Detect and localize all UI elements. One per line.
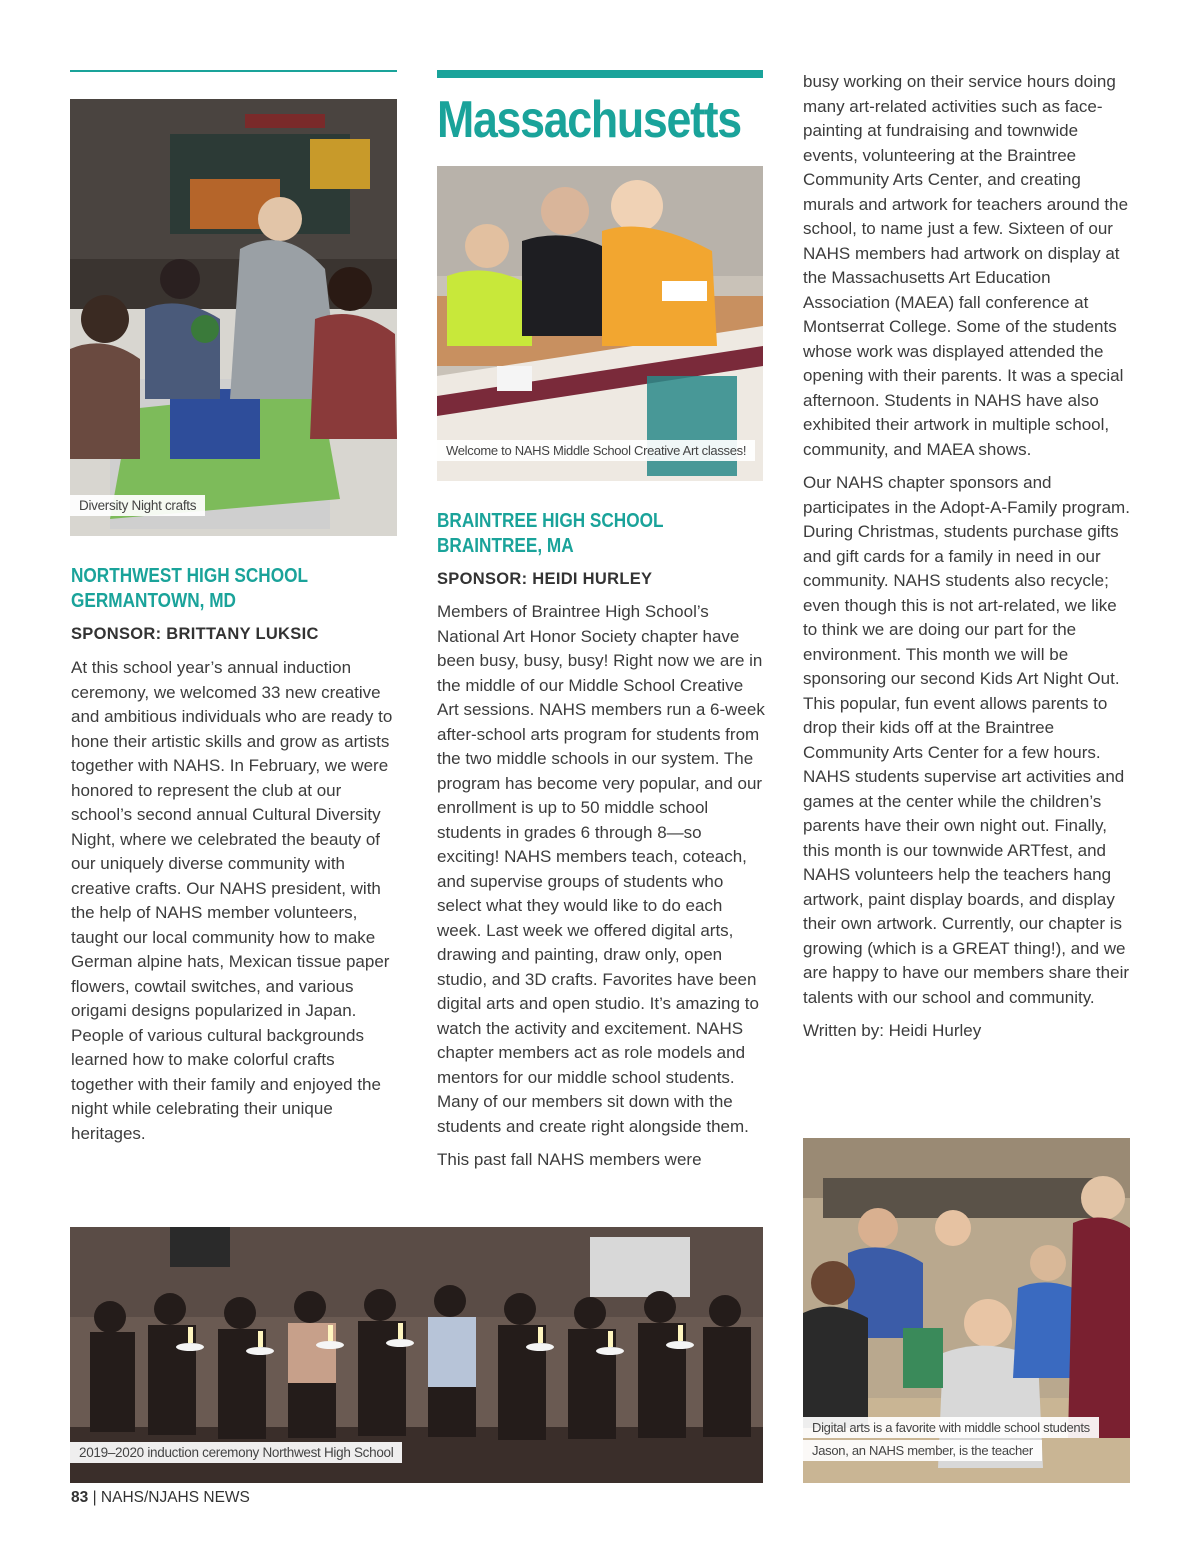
article-paragraph: This past fall NAHS members were bbox=[437, 1150, 702, 1169]
northwest-sponsor: SPONSOR: BRITTANY LUKSIC bbox=[71, 625, 319, 643]
induction-ceremony-photo bbox=[70, 1227, 763, 1483]
braintree-article-continued bbox=[803, 70, 1130, 1044]
diversity-night-photo bbox=[70, 99, 397, 536]
creative-art-classes-photo bbox=[437, 166, 763, 481]
article-paragraph: Our NAHS chapter sponsors and participates in the Adopt-A-Family program. During Christmas, students purchase gifts and gift cards for a family in need in our community. NAHS students also recycle; even though this is not art-related, we like to think we are doing our part for the environment. This month we will be sponsoring our second Kids Art Night Out. This popular, fun event allows parents to drop their kids off at the Braintree Community Arts Center for a few hours. NAHS students supervise art activities and games at the center while the children’s parents have their own night out. Finally, this month is our townwide ARTfest, and NAHS volunteers help the teachers hang artwork, paint display boards, and display their own artwork. Currently, our chapter is growing (which is a GREAT thing!), and we are happy to have our members share their talents with our school and community. bbox=[803, 473, 1130, 1007]
digital-arts-photo bbox=[803, 1138, 1130, 1483]
middle-top-rule bbox=[437, 70, 763, 78]
braintree-sponsor: SPONSOR: HEIDI HURLEY bbox=[437, 570, 653, 588]
article-paragraph: Members of Braintree High School’s National Art Honor Society chapter have been busy, busy, busy! Right now we are in the middle of our Middle School Creative Art sessions. NAHS members run a 6-week after-school arts program for students from the two middle schools in our system. The program has become very popular, and our enrollment is up to 50 middle school students in grades 6 through 8—so exciting! NAHS members teach, coteach, and supervise groups of students who select what they would like to do each week. Last week we offered digital arts, drawing and painting, draw only, open studio, and 3D crafts. Favorites have been digital arts and open studio. It’s amazing to watch the activity and excitement. NAHS chapter members act as role models and mentors for our middle school students. Many of our members sit down with the students and create right alongside them. bbox=[437, 602, 765, 1136]
school-name: BRAINTREE HIGH SCHOOL bbox=[437, 510, 664, 532]
state-title: Massachusetts bbox=[437, 91, 741, 149]
publication-name: NAHS/NJAHS NEWS bbox=[100, 1489, 250, 1506]
school-name: NORTHWEST HIGH SCHOOL bbox=[71, 565, 308, 587]
northwest-school-heading bbox=[71, 564, 308, 614]
diversity-night-caption: Diversity Night crafts bbox=[70, 495, 205, 516]
school-location: GERMANTOWN, MD bbox=[71, 590, 236, 612]
page-number: 83 bbox=[71, 1489, 89, 1506]
school-location: BRAINTREE, MA bbox=[437, 535, 574, 557]
article-byline: Written by: Heidi Hurley bbox=[803, 1021, 982, 1040]
digital-arts-caption-line2: Jason, an NAHS member, is the teacher bbox=[803, 1440, 1042, 1461]
induction-ceremony-caption: 2019–2020 induction ceremony Northwest High School bbox=[70, 1442, 402, 1463]
digital-arts-caption-line1: Digital arts is a favorite with middle school students bbox=[803, 1417, 1099, 1438]
braintree-school-heading bbox=[437, 509, 663, 559]
footer-separator: | bbox=[92, 1489, 101, 1506]
page-footer bbox=[71, 1489, 250, 1507]
braintree-article-body bbox=[437, 600, 767, 1173]
creative-art-caption: Welcome to NAHS Middle School Creative Art classes! bbox=[437, 440, 755, 461]
article-paragraph: At this school year’s annual induction ceremony, we welcomed 33 new creative and ambitious individuals who are ready to hone their artistic skills and grow as artists together with NAHS. In February, we were honored to represent the club at our school’s second annual Cultural Diversity Night, where we celebrated the beauty of our uniquely diverse community with creative crafts. Our NAHS president, with the help of NAHS member volunteers, taught our local community how to make German alpine hats, Mexican tissue paper flowers, cowtail switches, and various origami designs popularized in Japan. People of various cultural backgrounds learned how to make colorful crafts together with their family and enjoyed the night while celebrating their unique heritages. bbox=[71, 658, 393, 1143]
northwest-article-body bbox=[71, 656, 398, 1146]
article-paragraph: busy working on their service hours doing many art-related activities such as face-painting at fundraising and townwide events, volunteering at the Braintree Community Arts Center, and creating murals and artwork for teachers around the school, to name just a few. Sixteen of our NAHS members had artwork on display at the Massachusetts Art Education Association (MAEA) fall conference at Montserrat College. Some of the students whose work was displayed attended the opening with their parents. It was a special afternoon. Students in NAHS have also exhibited their artwork in multiple school, community, and MAEA shows. bbox=[803, 72, 1129, 459]
left-top-rule bbox=[70, 70, 397, 72]
